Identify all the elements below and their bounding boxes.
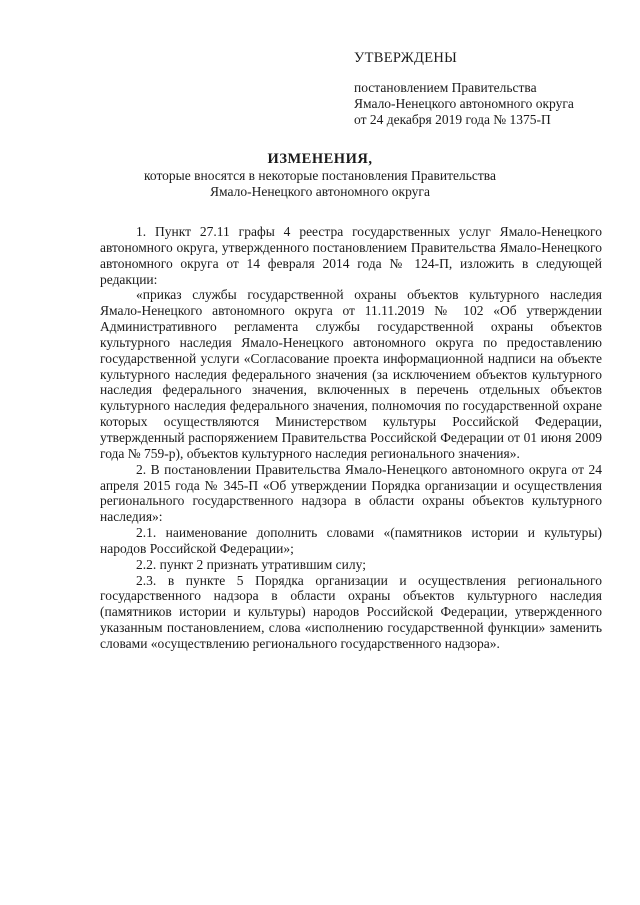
paragraph-2-2: 2.2. пункт 2 признать утратившим силу; [136, 556, 366, 572]
paragraph-quote: «приказ службы государственной охраны объектов культурного наследия Ямало-Ненецкого автономного округа от 11.11.2019 № 102 «Об утверждении Административного регламента службы государственной охраны объектов культурного наследия Ямало-Ненецкого автономного округа по предоставлению государственной услуги «Согласование проекта информационной надписи на объекте культурного наследия федерального значения (за исключением объектов культурного наследия федерального значения, включенных в перечень отдельных объектов культурного наследия федерального значения, полномочия по государственной охране которых осуществляются Министерством культуры Российской Федерации, утвержденный распоряжением Правительства Российской Федерации от 01 июня 2009 года № 759-р), объектов культурного наследия регионального значения». [100, 287, 602, 461]
document-heading [0, 150, 640, 200]
decree-reference [354, 80, 614, 128]
document-title: ИЗМЕНЕНИЯ, [267, 151, 373, 167]
decree-line: Ямало-Ненецкого автономного округа [354, 96, 574, 111]
approved-stamp: УТВЕРЖДЕНЫ [354, 50, 458, 66]
document-subtitle-line: Ямало-Ненецкого автономного округа [210, 184, 430, 199]
paragraph-2: 2. В постановлении Правительства Ямало-Ненецкого автономного округа от 24 апреля 2015 года № 345-П «Об утверждении Порядка организации и осуществления регионального государственного надзора в области охраны объектов культурного наследия»: [100, 461, 602, 525]
document-body [100, 224, 602, 652]
paragraph-2-3: 2.3. в пункте 5 Порядка организации и осуществления регионального государственного надзора в области охраны объектов культурного наследия (памятников истории и культуры) народов Российской Федерации, утвержденного указанным постановлением, слова «исполнению государственной функции» заменить словами «осуществлению регионального государственного надзора». [100, 572, 602, 651]
decree-line: постановлением Правительства [354, 80, 537, 95]
paragraph-1: 1. Пункт 27.11 графы 4 реестра государственных услуг Ямало-Ненецкого автономного округа, утвержденного постановлением Правительства Ямало-Ненецкого автономного округа от 14 февраля 2014 года № 124-П, изложить в следующей редакции: [100, 224, 602, 287]
document-subtitle-line: которые вносятся в некоторые постановления Правительства [144, 168, 496, 183]
decree-line: от 24 декабря 2019 года № 1375-П [354, 112, 551, 127]
paragraph-2-1: 2.1. наименование дополнить словами «(памятников истории и культуры) народов Российской Федерации»; [100, 525, 602, 556]
